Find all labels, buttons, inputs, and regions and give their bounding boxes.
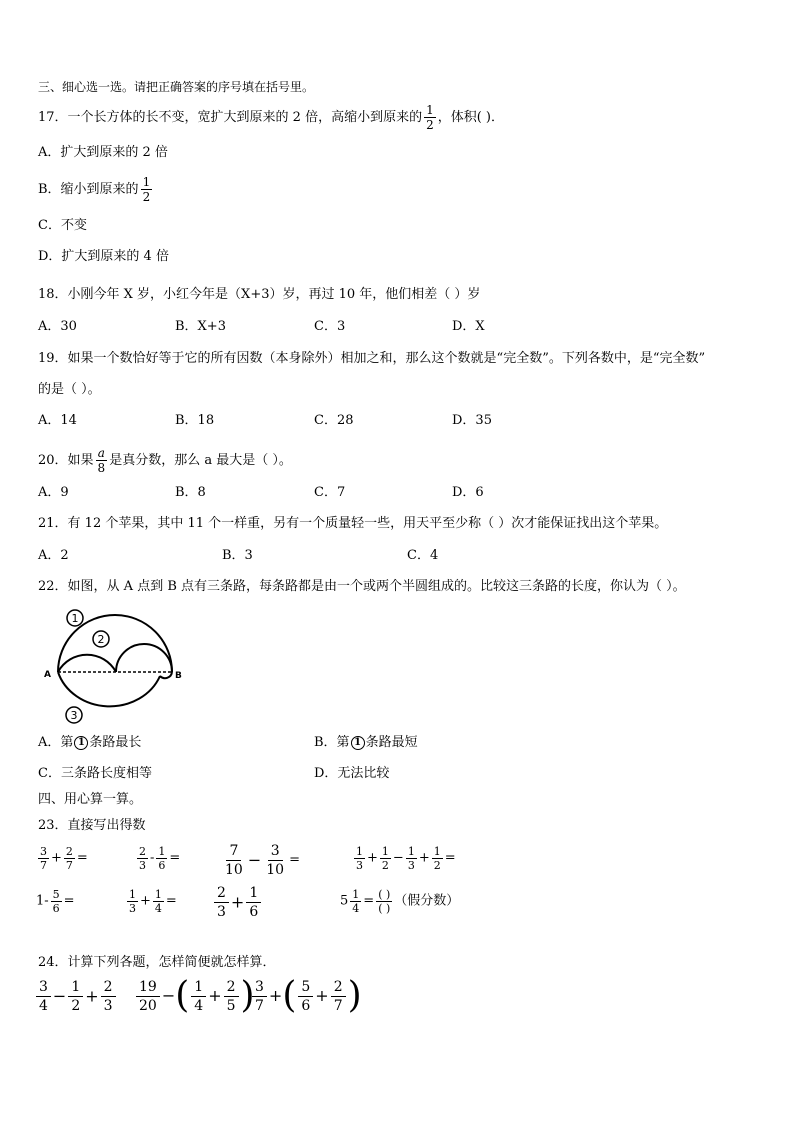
path-two-number: 2 [97,633,105,646]
q22-option-a[interactable]: A．第 1 条路最长 [38,735,142,750]
q17-option-b[interactable] [38,176,154,203]
question-20 [38,447,292,474]
q19-option-c[interactable]: C．28 [314,413,354,428]
path-three-arc-small [160,672,172,678]
q20-option-b[interactable]: B．8 [175,485,206,500]
q17-option-c[interactable]: C．不变 [38,218,87,233]
q17-text-suffix: ，体积( )． [437,110,504,125]
circled-one: 1 [351,736,365,750]
q22-semicircle-figure [40,604,190,726]
q17-fraction: $\frac{1}{2}$ [426,103,434,132]
q17-option-a[interactable]: A．扩大到原来的 2 倍 [38,145,168,160]
q22-option-b[interactable]: B．第 1 条路最短 [314,735,418,750]
path-three-number: 3 [70,709,78,722]
improper-fraction-blank[interactable]: $\frac{( )}{( )}$ [378,888,391,915]
q17-option-d[interactable]: D．扩大到原来的 4 倍 [38,249,169,264]
question-21: 21．有 12 个苹果，其中 11 个一样重，另有一个质量轻一些，用天平至少称（ ）次才能保证找出这个苹果。 [38,516,668,531]
section-three-title: 三、细心选一选。请把正确答案的序号填在括号里。 [38,80,315,94]
q22-option-d[interactable]: D．无法比较 [314,766,390,781]
q23-expression-3: $\frac{7}{10}$ − $\frac{3}{10}$ = [225,843,300,878]
question-19-line-2: 的是（ ）。 [38,382,101,397]
q20-text-prefix: 20．如果 [38,453,94,468]
q21-option-c[interactable]: C．4 [407,548,439,563]
q24-calculation-1: $\frac{3}{4}$ − $\frac{1}{2}$ + $\frac{2}{3}$ [34,980,118,1020]
q20-option-a[interactable]: A．9 [38,485,69,500]
q23-expression-6: $\frac{1}{3}$ + $\frac{1}{4}$ = [129,888,177,915]
q23-expression-1: $\frac{3}{7}$ + $\frac{2}{7}$ = [40,845,88,872]
question-19-line-1: 19．如果一个数恰好等于它的所有因数（本身除外）相加之和，那么这个数就是“完全数”。下列各数中，是“完全数” [38,351,706,366]
q17-option-b-text: B．缩小到原来的 [38,182,139,197]
q20-option-d[interactable]: D．6 [452,485,484,500]
point-a-label: A [44,670,51,680]
q23-expression-2: $\frac{2}{3}$ - $\frac{1}{6}$ = [139,845,181,872]
q18-option-d[interactable]: D．X [452,319,485,334]
q18-option-c[interactable]: C．3 [314,319,346,334]
q23-expression-7: $\frac{2}{3}$ + $\frac{1}{6}$ [212,886,263,919]
q24-calculation-2: $\frac{19}{20}$ −( $\frac{1}{4}$ + $\frac{2}{5}$ ) [134,978,255,1022]
q20-text-suffix: 是真分数，那么 a 最大是（ ）。 [109,453,292,468]
question-18: 18．小刚今年 X 岁，小红今年是（X+3）岁，再过 10 年，他们相差（ ）岁 [38,287,481,302]
path-three-arc-large [58,672,160,706]
q18-option-a[interactable]: A．30 [38,319,77,334]
point-b-label: B [175,671,182,681]
q20-option-c[interactable]: C．7 [314,485,346,500]
question-22: 22．如图，从 A 点到 B 点有三条路，每条路都是由一个或两个半圆组成的。比较这三条路的长度，你认为（ ）。 [38,579,686,594]
q22-option-c[interactable]: C．三条路长度相等 [38,766,152,781]
question-17 [38,104,504,131]
path-two-arc-right [116,644,172,672]
q17-option-b-fraction: $\frac{1}{2}$ [142,175,151,204]
section-four-title: 四、用心算一算。 [38,792,143,807]
q23-expression-4: $\frac{1}{3}$ + $\frac{1}{2}$ − $\frac{1}{3}$ + $\frac{1}{2}$ = [356,845,456,872]
q20-fraction: $\frac{a}{8}$ [97,446,106,475]
q23-expression-8: 5 $\frac{1}{4}$ = $\frac{( )}{( )}$ （假分数） [340,888,460,915]
q19-option-d[interactable]: D．35 [452,413,492,428]
q18-option-b[interactable]: B．X+3 [175,319,226,334]
path-two-arc-left [58,655,116,672]
q23-expression-5: 1- $\frac{5}{6}$ = [36,888,75,915]
q24-calculation-3: $\frac{3}{7}$ +( $\frac{5}{6}$ + $\frac{2}{7}$ ) [250,978,362,1022]
q21-option-b[interactable]: B．3 [222,548,253,563]
path-one-number: 1 [71,612,79,625]
q19-option-a[interactable]: A．14 [38,413,77,428]
q19-option-b[interactable]: B．18 [175,413,215,428]
improper-fraction-hint: （假分数） [394,893,460,909]
q21-option-a[interactable]: A．2 [38,548,69,563]
q17-text-prefix: 17．一个长方体的长不变，宽扩大到原来的 2 倍，高缩小到原来的 [38,110,423,125]
circled-one: 1 [74,736,88,750]
question-23-title: 23．直接写出得数 [38,818,146,833]
question-24-title: 24．计算下列各题，怎样简便就怎样算． [38,955,276,970]
